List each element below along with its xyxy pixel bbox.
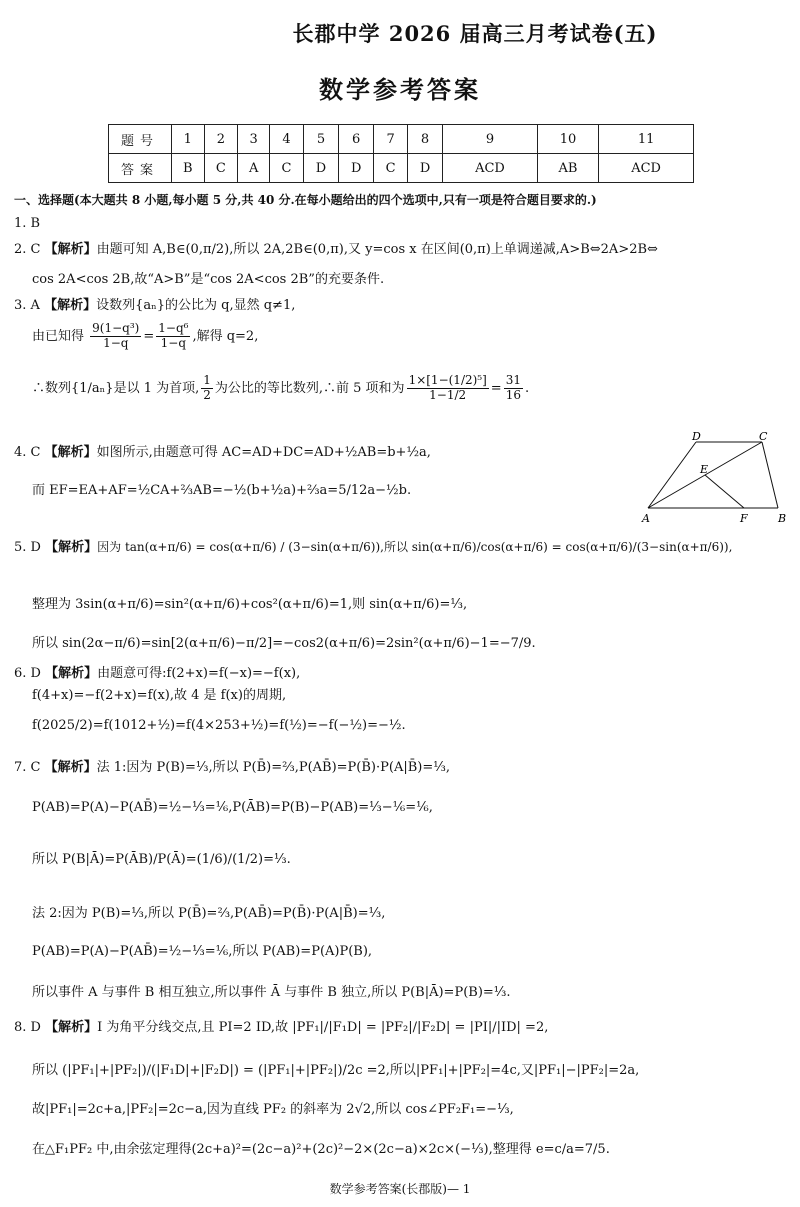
q6-line3: f(2025/2)=f(1012+½)=f(4×253+½)=f(½)=−f(−½)=−½. [32, 718, 406, 733]
row-label-answer: 答案 [109, 154, 172, 183]
q8-text1: I 为角平分线交点,且 PI=2 ID,故 |PF₁|/|F₁D| = |PF₂|/|F₂D| = |PI|/|ID| =2, [97, 1020, 549, 1035]
q3-text2a: 由已知得 [32, 328, 85, 344]
table-cell: 6 [339, 125, 374, 154]
q3-text3a: ∴数列{1/aₙ}是以 1 为首项, [32, 380, 200, 396]
fraction [90, 322, 141, 351]
q3-line3: ∴数列{1/aₙ}是以 1 为首项, $\frac{1}{2}$ 为公比的等比数列,∴前 5 项和为 $\frac{\text{1×[1−(1/2)⁵]}}{1-1/2}$ = $\frac{31}{16}$ . [32, 373, 530, 402]
q6-line2: f(4+x)=−f(2+x)=f(x),故 4 是 f(x)的周期, [32, 688, 287, 703]
denominator: 1−q [90, 336, 141, 351]
table-cell: 1 [172, 125, 205, 154]
q8-tag: 【解析】 [45, 1020, 98, 1035]
table-cell: D [339, 154, 374, 183]
table-cell: 11 [599, 125, 694, 154]
q6-line1 [14, 666, 790, 683]
denominator: 2 [203, 387, 211, 402]
q2-text1c: ,所以 2A,2B∈(0,π),又 y=cos x 在区间(0,π)上单调递减,A>B⇔2A>2B⇔ [229, 242, 658, 257]
page-footer: 数学参考答案(长郡版)— 1 [329, 1182, 471, 1196]
q7-line6: 所以事件 A 与事件 B 相互独立,所以事件 Ā 与事件 B 独立,所以 P(B|Ā)=P(B)=⅓. [32, 985, 511, 1000]
q4-line2: 而 EF=EA+AF=½CA+⅔AB=−½(b+½a)+⅔a=5/12a−½b. [32, 483, 412, 498]
table-cell: AB [537, 154, 598, 183]
q5-tag: 【解析】 [45, 540, 98, 555]
q5-line1 [14, 540, 790, 557]
q7-line5: P(AB)=P(A)−P(AB̄)=½−⅓=⅙,所以 P(AB)=P(A)P(B), [32, 944, 373, 959]
q3-line2 [32, 322, 790, 351]
q2-line2: cos 2A<cos 2B,故“A>B”是“cos 2A<cos 2B”的充要条件. [32, 272, 385, 287]
table-cell: ACD [443, 154, 538, 183]
q4-text1: 如图所示,由题意可得 AC=AD+DC=AD+½AB=b+½a, [96, 445, 431, 460]
q4-number: 4. C [14, 445, 41, 460]
table-cell: ACD [599, 154, 694, 183]
numerator: 31 [505, 373, 521, 387]
table-cell: B [172, 154, 205, 183]
q8-line3: 故|PF₁|=2c+a,|PF₂|=2c−a,因为直线 PF₂ 的斜率为 2√2,所以 cos∠PF₂F₁=−⅓, [32, 1102, 514, 1117]
fraction [504, 374, 523, 403]
table-cell: 9 [443, 125, 538, 154]
q2-number: 2. C [14, 242, 41, 257]
q8-line2: 所以 (|PF₁|+|PF₂|)/(|F₁D|+|F₂D|) = (|PF₁|+|PF₂|)/2c =2,所以|PF₁|+|PF₂|=4c,又|PF₁|−|PF₂|=2a, [32, 1063, 640, 1078]
section-heading: 一、选择题(本大题共 8 小题,每小题 5 分,共 40 分.在每小题给出的四个选项中,只有一项是符合题目要求的.) [14, 193, 597, 207]
q1-answer: 1. B [14, 216, 41, 231]
q6-number: 6. D [14, 666, 41, 681]
q3-number: 3. A [14, 298, 40, 313]
q2-tag: 【解析】 [44, 242, 97, 257]
numerator: 9(1−q³) [92, 321, 140, 335]
fraction [156, 322, 190, 351]
answer-subtitle: 数学参考答案 [319, 75, 481, 104]
label-D: D [692, 430, 701, 443]
numerator: 1 [203, 373, 211, 387]
answer-table-number-row [109, 125, 694, 154]
table-cell: D [303, 154, 338, 183]
fraction [201, 374, 213, 403]
table-cell: C [204, 154, 238, 183]
q7-line1 [14, 760, 790, 777]
denominator: 1−q [156, 336, 190, 351]
label-B: B [778, 512, 787, 525]
q3-line1 [14, 298, 790, 315]
denominator: 16 [505, 387, 521, 402]
q3-tag: 【解析】 [44, 298, 97, 313]
table-cell: 4 [270, 125, 304, 154]
q2-line1 [14, 242, 790, 259]
q6-text1: 由题意可得:f(2+x)=f(−x)=−f(x), [97, 666, 301, 681]
q3-text2b: ,解得 q=2, [192, 328, 259, 344]
table-cell: 5 [303, 125, 338, 154]
table-cell: 10 [537, 125, 598, 154]
table-cell: C [374, 154, 408, 183]
answer-table-answer-row [109, 154, 694, 183]
q8-line4: 在△F₁PF₂ 中,由余弦定理得(2c+a)²=(2c−a)²+(2c)²−2×(2c−a)×2c×(−⅓),整理得 e=c/a=7/5. [32, 1142, 610, 1157]
table-cell: 3 [238, 125, 270, 154]
table-cell: 7 [374, 125, 408, 154]
q5-text1: 因为 tan(α+π/6) = cos(α+π/6) / (3−sin(α+π/6)),所以 sin(α+π/6)/cos(α+π/6) = cos(α+π/6)/(3−sin(α+π/6)), [97, 540, 733, 554]
denominator: 1−1/2 [407, 388, 489, 403]
label-C: C [759, 430, 768, 443]
q7-line3: 所以 P(B|Ā)=P(ĀB)/P(Ā)=(1/6)/(1/2)=⅓. [32, 852, 291, 867]
row-label-number: 题号 [109, 125, 172, 154]
equals-sign: = [143, 328, 155, 344]
q4-tag: 【解析】 [44, 445, 97, 460]
table-cell: D [407, 154, 442, 183]
q3-text3b: 为公比的等比数列,∴前 5 项和为 [214, 380, 405, 396]
fraction [407, 374, 489, 403]
q7-text1: 法 1:因为 P(B)=⅓,所以 P(B̄)=⅔,P(AB̄)=P(B̄)·P(A|B̄)=⅓, [96, 760, 450, 775]
label-F: F [740, 512, 748, 525]
q7-line4: 法 2:因为 P(B)=⅓,所以 P(B̄)=⅔,P(AB̄)=P(B̄)·P(A|B̄)=⅓, [32, 906, 386, 921]
period: . [524, 380, 530, 396]
table-cell: A [238, 154, 270, 183]
q8-line1 [14, 1020, 790, 1037]
q8-number: 8. D [14, 1020, 41, 1035]
exam-title: 长郡中学 2026 届高三月考试卷(五) [292, 21, 658, 46]
q6-tag: 【解析】 [45, 666, 98, 681]
table-cell: 2 [204, 125, 238, 154]
q7-tag: 【解析】 [44, 760, 97, 775]
q5-line3: 所以 sin(2α−π/6)=sin[2(α+π/6)−π/2]=−cos2(α+π/6)=2sin²(α+π/6)−1=−7/9. [32, 636, 536, 651]
table-cell: C [270, 154, 304, 183]
numerator: 1−q⁶ [158, 321, 189, 335]
label-A: A [642, 512, 650, 525]
q5-line2: 整理为 3sin(α+π/6)=sin²(α+π/6)+cos²(α+π/6)=1,则 sin(α+π/6)=⅓, [32, 597, 468, 612]
q7-line2: P(AB)=P(A)−P(AB̄)=½−⅓=⅙,P(ĀB)=P(B)−P(AB)=⅓−⅙=⅙, [32, 800, 433, 815]
q3-text1: 设数列{aₙ}的公比为 q,显然 q≠1, [96, 298, 296, 313]
q5-number: 5. D [14, 540, 41, 555]
label-E: E [700, 463, 709, 476]
answer-table [108, 124, 694, 183]
q2-text1b: (0,π/2) [185, 242, 230, 257]
q2-text1a: 由题可知 A,B∈ [96, 242, 186, 257]
q7-number: 7. C [14, 760, 41, 775]
numerator: 1×[1−(1/2)⁵] [408, 373, 487, 387]
table-cell: 8 [407, 125, 442, 154]
trapezoid-figure [640, 430, 800, 530]
